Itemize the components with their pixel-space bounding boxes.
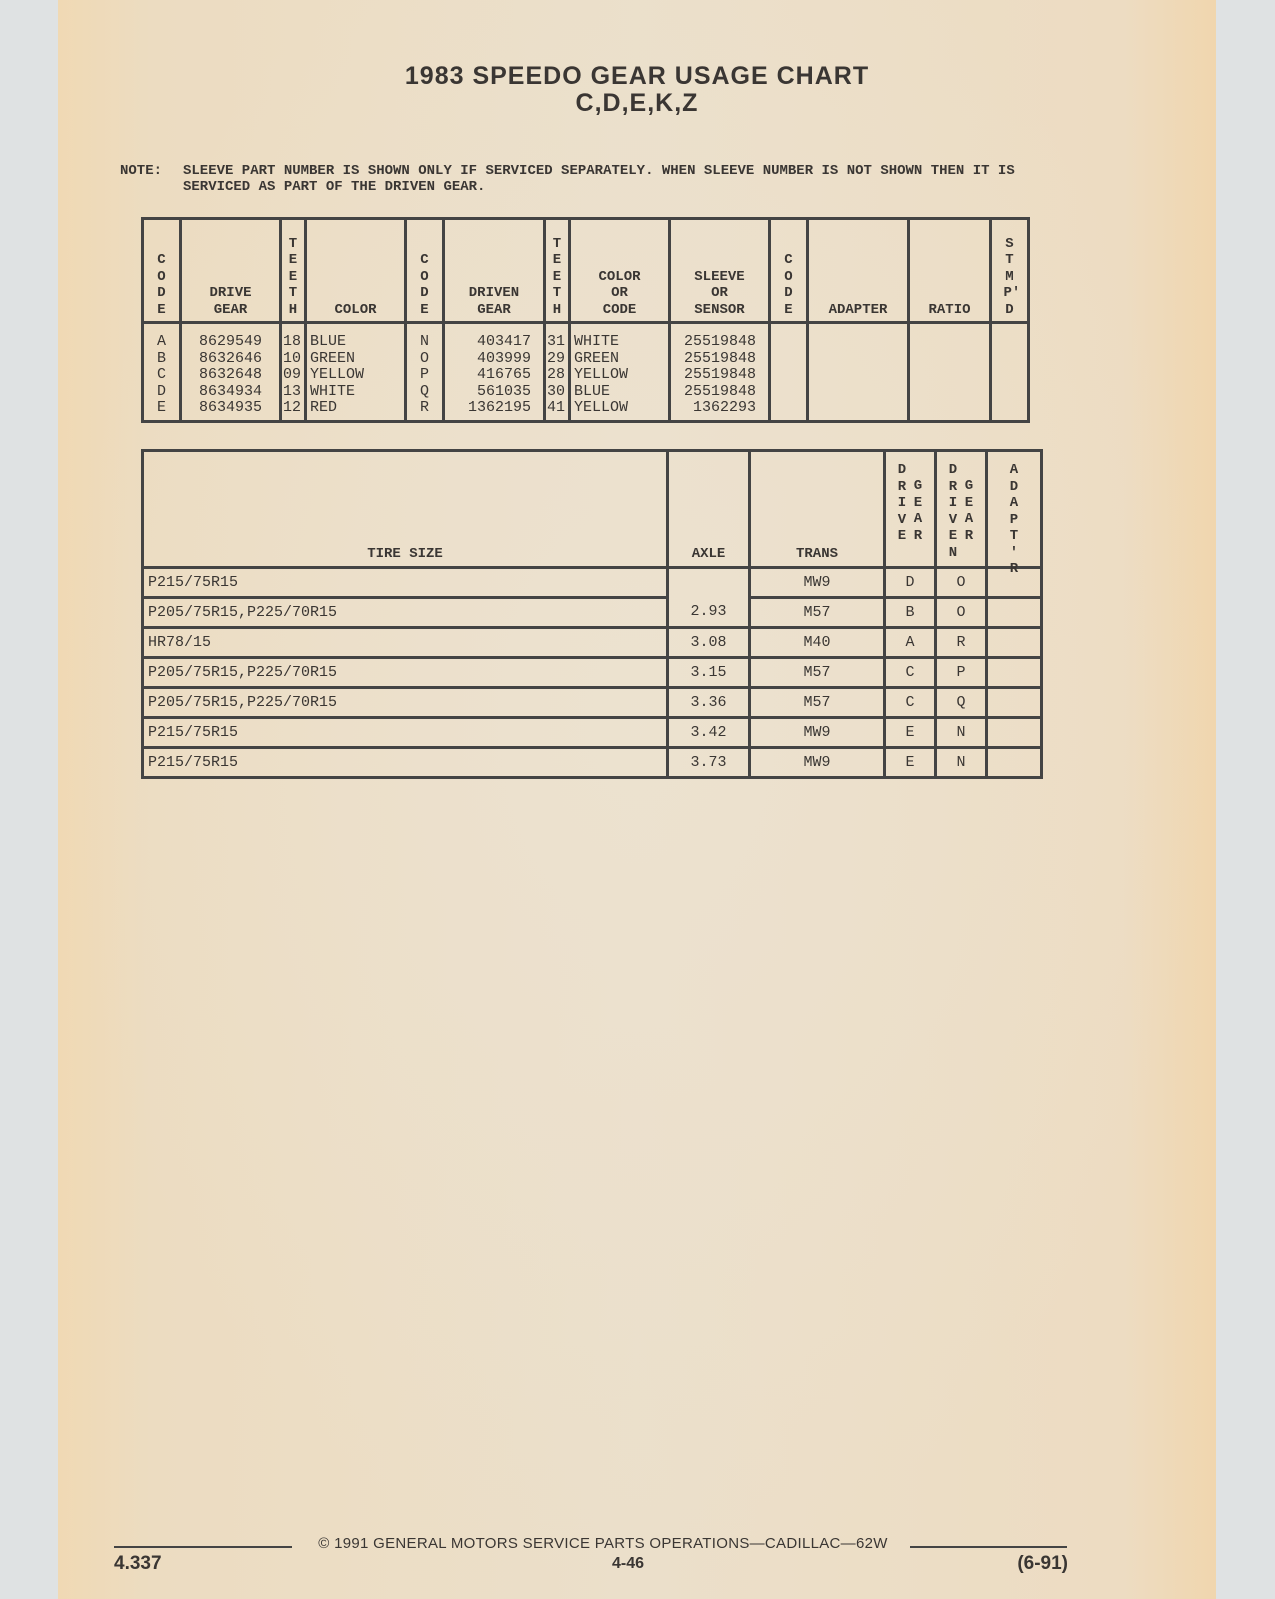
usage-adapter-cell [987,748,1042,778]
usage-tire-cell: P215/75R15 [143,748,668,778]
usage-axle-cell: 3.36 [668,688,750,718]
cell-codes-3 [770,323,808,422]
usage-row [143,688,1042,718]
header-drive-gear [885,451,936,568]
usage-row [143,748,1042,778]
footer-page-number: 4-46 [611,1555,645,1572]
cell-drive-gears: 8629549 8632646 8632648 8634934 8634935 [181,323,281,422]
footer-copyright: © 1991 GENERAL MOTORS SERVICE PARTS OPERATIONS—CADILLAC—62W [318,1535,888,1552]
header-driven-gear [936,451,987,568]
usage-drive-gear-cell: B [885,598,936,628]
footer-rule-right [910,1546,1067,1548]
cell-adapters [808,323,909,422]
usage-row [143,568,1042,598]
vertical-label: G E A R [964,478,974,544]
cell-colors: BLUE GREEN YELLOW WHITE RED [306,323,406,422]
cell-ratios [909,323,991,422]
usage-drive-gear-cell: C [885,658,936,688]
note-label: NOTE: [120,163,163,179]
usage-adapter-cell [987,718,1042,748]
usage-row [143,718,1042,748]
cell-sleeves: 25519848 25519848 25519848 25519848 1362293 [670,323,770,422]
vertical-label: C O D E [157,252,166,318]
usage-tire-cell: P215/75R15 [143,568,668,598]
usage-driven-gear-cell: Q [936,688,987,718]
usage-drive-gear-cell: D [885,568,936,598]
cell-teeth: 18 10 09 13 12 [281,323,306,422]
usage-trans-cell: M57 [750,598,885,628]
header-axle: AXLE [668,451,750,568]
usage-tire-cell: HR78/15 [143,628,668,658]
vertical-label: D R I V E [897,462,907,544]
usage-axle-cell: 2.93 [668,568,750,628]
header-code-3 [770,219,808,323]
usage-driven-gear-cell: O [936,568,987,598]
header-teeth-2 [545,219,570,323]
usage-row [143,598,1042,628]
usage-tire-cell: P205/75R15,P225/70R15 [143,688,668,718]
vertical-label: T E E T H [288,235,298,318]
usage-axle-cell: 3.42 [668,718,750,748]
header-ratio: RATIO [909,219,991,323]
header-teeth [281,219,306,323]
footer-page-code: 4.337 [114,1553,162,1574]
usage-trans-cell: MW9 [750,568,885,598]
usage-trans-cell: M40 [750,628,885,658]
usage-driven-gear-cell: P [936,658,987,688]
usage-drive-gear-cell: E [885,748,936,778]
header-code [143,219,181,323]
usage-driven-gear-cell: N [936,748,987,778]
usage-adapter-cell [987,688,1042,718]
header-driven-gear: DRIVEN GEAR [444,219,545,323]
usage-row [143,658,1042,688]
cell-codes-2: N O P Q R [406,323,444,422]
vertical-label: A D A P T ' R [1009,462,1019,577]
note-line-2: SERVICED AS PART OF THE DRIVEN GEAR. [183,179,486,195]
header-sleeve-or-sensor: SLEEVE OR SENSOR [670,219,770,323]
document-page [58,0,1216,1599]
usage-row [143,628,1042,658]
usage-table-header [143,451,1042,568]
usage-drive-gear-cell: A [885,628,936,658]
header-color-or-code: COLOR OR CODE [570,219,670,323]
vertical-label: C O D E [420,252,429,318]
usage-axle-cell: 3.73 [668,748,750,778]
gear-table [141,217,1030,423]
usage-driven-gear-cell: O [936,598,987,628]
header-stmpd: S T M P' D [991,219,1029,323]
usage-adapter-cell [987,658,1042,688]
footer-rule-left [114,1546,292,1548]
vertical-label: C O D E [784,252,793,318]
header-adaptr [987,451,1042,577]
usage-table [141,449,1043,779]
header-adapter: ADAPTER [808,219,909,323]
usage-axle-cell: 3.08 [668,628,750,658]
usage-tire-cell: P215/75R15 [143,718,668,748]
usage-drive-gear-cell: C [885,688,936,718]
header-drive-gear: DRIVE GEAR [181,219,281,323]
gear-table-header [143,219,1029,323]
usage-trans-cell: M57 [750,688,885,718]
header-tire-size: TIRE SIZE [143,451,668,568]
note-line-1: SLEEVE PART NUMBER IS SHOWN ONLY IF SERVICED SEPARATELY. WHEN SLEEVE NUMBER IS NOT SHOWN THEN IT IS [183,163,1015,179]
gear-table-body [143,323,1029,422]
cell-teeth-2: 31 29 28 30 41 [545,323,570,422]
vertical-label: D R I V E N [948,462,958,561]
cell-colors-2: WHITE GREEN YELLOW BLUE YELLOW [570,323,670,422]
header-color: COLOR [306,219,406,323]
page-title: 1983 SPEEDO GEAR USAGE CHART [404,62,870,90]
vertical-label: G E A R [913,478,923,544]
header-code-2 [406,219,444,323]
usage-trans-cell: M57 [750,658,885,688]
header-trans: TRANS [750,451,885,568]
usage-tire-cell: P205/75R15,P225/70R15 [143,598,668,628]
usage-axle-cell: 3.15 [668,658,750,688]
usage-driven-gear-cell: R [936,628,987,658]
note [120,163,1180,195]
usage-trans-cell: MW9 [750,748,885,778]
usage-trans-cell: MW9 [750,718,885,748]
cell-codes: A B C D E [143,323,181,422]
cell-driven-gears: 403417 403999 416765 561035 1362195 [444,323,545,422]
page-subtitle: C,D,E,K,Z [575,89,699,117]
usage-adapter-cell [987,598,1042,628]
usage-drive-gear-cell: E [885,718,936,748]
usage-tire-cell: P205/75R15,P225/70R15 [143,658,668,688]
vertical-label: T E E T H [552,235,562,318]
footer-date: (6-91) [1017,1553,1068,1574]
usage-driven-gear-cell: N [936,718,987,748]
cell-stmpd [991,323,1029,422]
usage-adapter-cell [987,628,1042,658]
